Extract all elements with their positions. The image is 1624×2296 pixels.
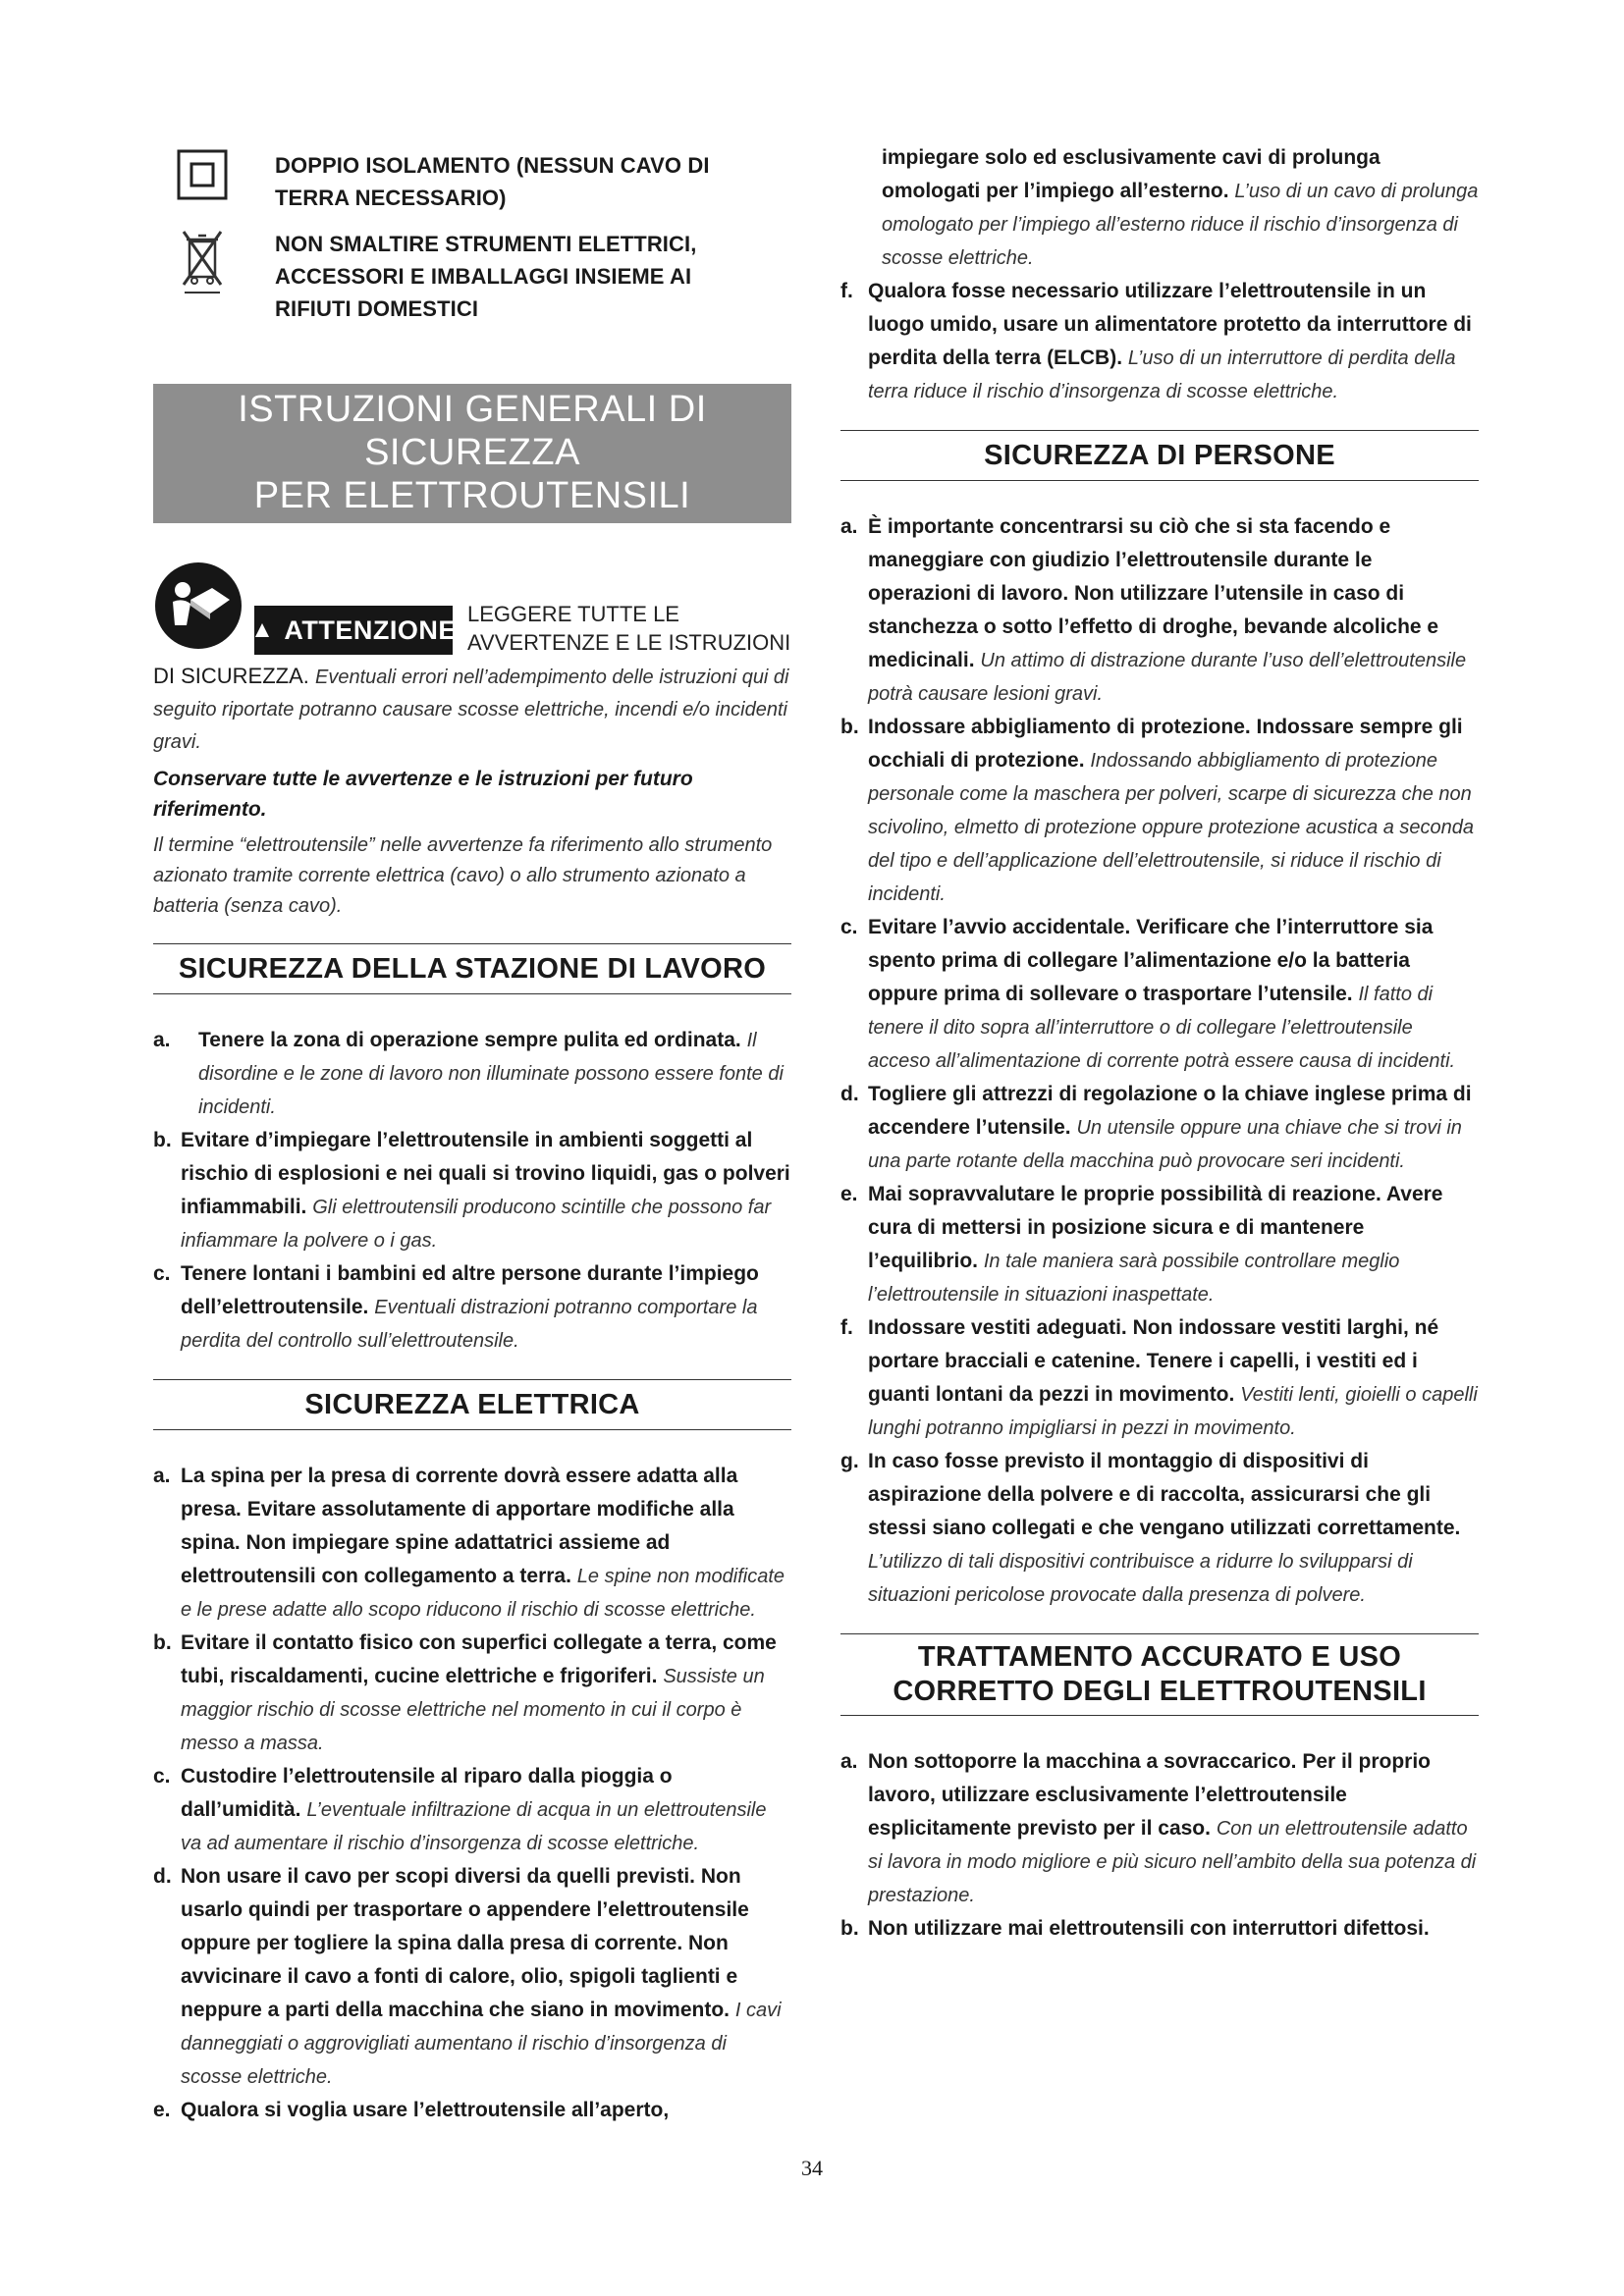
double-insulation-icon (177, 149, 228, 212)
persons-item-g: g. In caso fosse previsto il montaggio di dispositivi di aspirazione della polvere e di raccolta, assicurarsi che gli stessi siano collegati e che vengano utilizzati correttamente. L’utilizzo di tali dispositivi contribuisce a ridurre lo svilupparsi di situazioni pericolose provocate dalla presenza di polvere. (840, 1450, 1461, 1606)
attention-badge: ▲ ATTENZIONE (254, 606, 453, 655)
warning-triangle-icon: ▲ (250, 616, 275, 643)
power-tool-term-note: Il termine “elettroutensile” nelle avvertenze fa riferimento allo strumento azionato tramite corrente elettrica (cavo) o allo strumento azionato a batteria (senza cavo). (153, 834, 773, 917)
symbol-disposal-text: NON SMALTIRE STRUMENTI ELETTRICI, ACCESSORI E IMBALLAGGI INSIEME AI RIFIUTI DOMESTICI (275, 232, 697, 321)
warning-lead: LEGGERE TUTTE LE AVVERTENZE E LE ISTRUZIONI (467, 602, 791, 655)
electrical-item-a: a. La spina per la presa di corrente dovrà essere adatta alla presa. Evitare assolutamente di apportare modifiche alla spina. Non impiegare spine adattatrici assieme ad elettroutensili con collegamento a terra. Le spine non modificate e le prese adatte allo scopo riducono il rischio di scosse elettriche. (153, 1465, 785, 1621)
read-manual-icon (153, 561, 244, 656)
handling-item-a: a. Non sottoporre la macchina a sovraccarico. Per il proprio lavoro, utilizzare esclusivamente l’elettroutensile esplicitamente previsto per il caso. Con un elettroutensile adatto si lavora in modo migliore e più sicuro nell’ambito della sua potenza di prestazione. (840, 1750, 1477, 1906)
right-column (840, 141, 1479, 1946)
electrical-item-f: f. Qualora fosse necessario utilizzare l’elettroutensile in un luogo umido, usare un alimentatore protetto da interruttore di perdita della terra (ELCB). L’uso di un interruttore di perdita della terra riduce il rischio d’insorgenza di scosse elettriche. (840, 280, 1472, 402)
persons-item-d: d. Togliere gli attrezzi di regolazione o la chiave inglese prima di accendere l’utensile. Un utensile oppure una chiave che si trovi in una parte rotante della macchina può provocare seri incidenti. (840, 1083, 1472, 1172)
persons-item-e: e. Mai sopravvalutare le proprie possibilità di reazione. Avere cura di mettersi in posizione sicura e di mantenere l’equilibrio. In tale maniera sarà possibile controllare meglio l’elettroutensile in situazioni inaspettate. (840, 1183, 1443, 1306)
section-electrical-title: SICUREZZA ELETTRICA (153, 1379, 791, 1430)
handling-item-b: b. Non utilizzare mai elettroutensili con interruttori difettosi. (840, 1917, 1430, 1940)
keep-instructions-note: Conservare tutte le avvertenze e le istruzioni per futuro riferimento. (153, 768, 693, 821)
electrical-item-e: e. Qualora si voglia usare l’elettroutensile all’aperto, (153, 2099, 670, 2121)
general-safety-banner: ISTRUZIONI GENERALI DI SICUREZZA PER ELETTROUTENSILI (153, 384, 791, 523)
electrical-item-e-continued: impiegare solo ed esclusivamente cavi di prolunga omologati per l’impiego all’esterno. L’uso di un cavo di prolunga omologato per l’impiego all’esterno riduce il rischio d’insorgenza di scosse elettriche. (882, 146, 1479, 269)
persons-item-b: b. Indossare abbigliamento di protezione. Indossare sempre gli occhiali di protezione. Indossando abbigliamento di protezione personale come la maschera per polveri, scarpe di sicurezza che non scivolino, elmetto di protezione oppure protezione acustica a seconda del tipo e dell’applicazione dell’elettroutensile, si riduce il rischio di incidenti. (840, 716, 1475, 905)
handling-list (840, 1745, 1479, 1946)
section-handling-title: TRATTAMENTO ACCURATO E USO CORRETTO DEGLI ELETTROUTENSILI (840, 1633, 1479, 1716)
page-number: 34 (801, 2156, 823, 2180)
left-column (153, 149, 791, 2127)
electrical-list (153, 1460, 791, 2127)
electrical-item-b: b. Evitare il contatto fisico con superfici collegate a terra, come tubi, riscaldamenti, cucine elettriche e frigoriferi. Sussiste un maggior rischio di scosse elettriche nel momento in cui il corpo è messo a massa. (153, 1631, 777, 1754)
electrical-item-d: d. Non usare il cavo per scopi diversi da quelli previsti. Non usarlo quindi per trasportare o appendere l’elettroutensile oppure per togliere la spina dalla presa di corrente. Non avvicinare il cavo a fonti di calore, olio, spigoli taglienti e neppure a parti della macchina che siano in movimento. I cavi danneggiati o aggrovigliati aumentano il rischio d’insorgenza di scosse elettriche. (153, 1865, 782, 2088)
warning-block (153, 561, 791, 655)
persons-item-f: f. Indossare vestiti adeguati. Non indossare vestiti larghi, né portare bracciali e catenine. Tenere i capelli, i vestiti ed i guanti lontani da pezzi in movimento. Vestiti lenti, gioielli o capelli lunghi potranno impigliarsi in pezzi in movimento. (840, 1316, 1478, 1439)
section-persons-title: SICUREZZA DI PERSONE (840, 430, 1479, 481)
persons-item-c: c. Evitare l’avvio accidentale. Verificare che l’interruttore sia spento prima di collegare l’alimentazione e/o la batteria oppure prima di sollevare o trasportare l’utensile. Il fatto di tenere il dito sopra all’interruttore o di collegare l’elettroutensile acceso all’alimentazione di corrente potrà essere causa di incidenti. (840, 916, 1456, 1072)
symbol-double-insulation (153, 149, 791, 214)
crossed-bin-icon (177, 228, 228, 291)
electrical-item-c: c. Custodire l’elettroutensile al riparo dalla pioggia o dall’umidità. L’eventuale infiltrazione di acqua in un elettroutensile va ad aumentare il rischio d’insorgenza di scosse elettriche. (153, 1765, 767, 1854)
warning-continuation: DI SICUREZZA. Eventuali errori nell’adempimento delle istruzioni qui di seguito riportate potranno causare scosse elettriche, incendi e/o incidenti gravi. (153, 664, 789, 753)
section-workplace-title: SICUREZZA DELLA STAZIONE DI LAVORO (153, 943, 791, 994)
workplace-item-b: b. Evitare d’impiegare l’elettroutensile in ambienti soggetti al rischio di esplosioni e nei quali si trovino liquidi, gas o polveri infiammabili. Gli elettroutensili producono scintille che possono far infiammare la polvere o i gas. (153, 1129, 790, 1252)
persons-list (840, 510, 1479, 1612)
symbol-disposal (153, 228, 791, 325)
workplace-list (153, 1024, 791, 1358)
persons-item-a: a. È importante concentrarsi su ciò che si sta facendo e maneggiare con giudizio l’elettroutensile durante le operazioni di lavoro. Non utilizzare l’utensile in caso di stanchezza o sotto l’effetto di droghe, bevande alcoliche e medicinali. Un attimo di distrazione durante l’uso dell’elettroutensile potrà causare lesioni gravi. (840, 515, 1467, 705)
workplace-item-c: c. Tenere lontani i bambini ed altre persone durante l’impiego dell’elettroutensile. Eventuali distrazioni potranno comportare la perdita del controllo sull’elettroutensile. (153, 1262, 759, 1352)
workplace-item-a: a. Tenere la zona di operazione sempre pulita ed ordinata. Il disordine e le zone di lavoro non illuminate possono essere fonte di incidenti. (153, 1029, 784, 1118)
symbol-double-insulation-text: DOPPIO ISOLAMENTO (NESSUN CAVO DI TERRA NECESSARIO) (275, 153, 710, 210)
